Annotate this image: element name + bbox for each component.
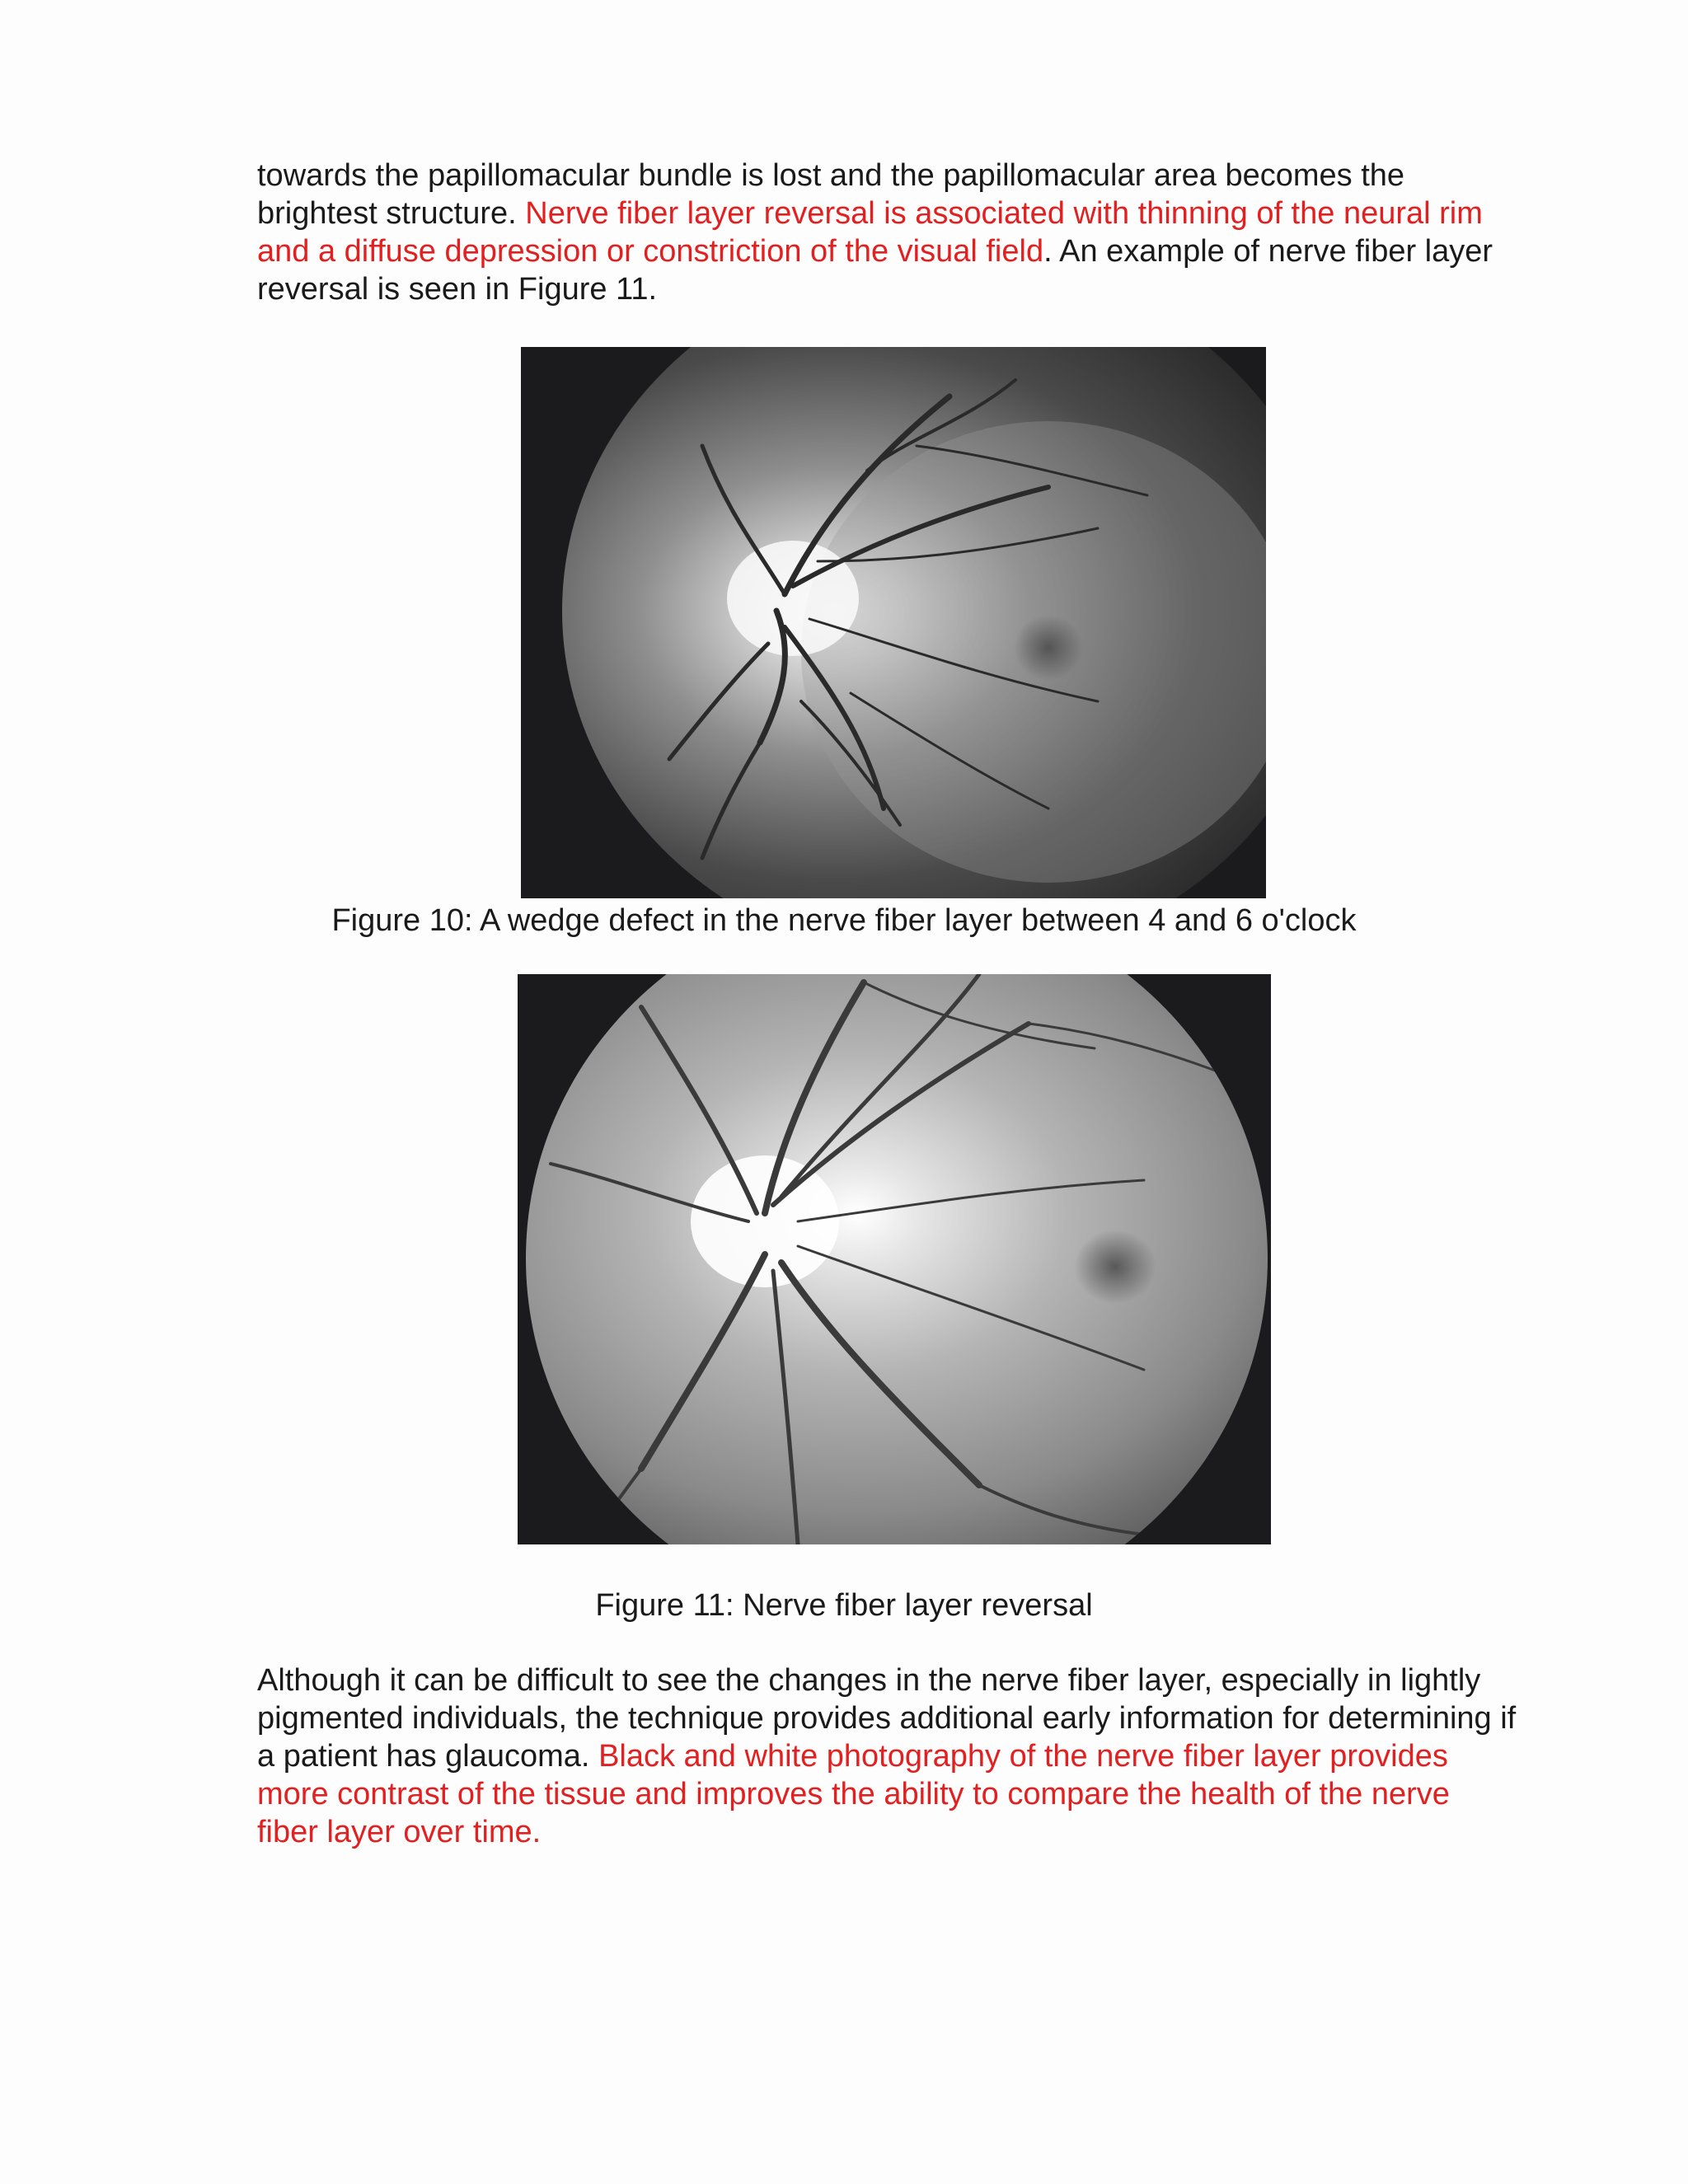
figure-10-caption: Figure 10: A wedge defect in the nerve fiber layer between 4 and 6 o'clock <box>331 903 1357 938</box>
fundus-image-wedge-defect <box>521 347 1266 898</box>
figure-11-caption: Figure 11: Nerve fiber layer reversal <box>595 1588 1093 1623</box>
paragraph-text: . An example of nerve fiber layer reversal is seen in Figure 11. <box>257 234 1493 307</box>
paragraph-text: towards the papillomacular bundle is lost and the papillomacular area becomes the brightest structure. <box>257 158 1405 231</box>
body-paragraph-bottom <box>257 1661 1518 1851</box>
fundus-image-nfl-reversal <box>518 974 1271 1544</box>
body-paragraph-top <box>257 157 1518 308</box>
highlighted-text: Black and white photography of the nerve fiber layer provides more contrast of the tissue and improves the ability to compare the health of the nerve fiber layer over time. <box>257 1739 1450 1849</box>
figure-11-fundus-photo <box>518 974 1271 1544</box>
highlighted-text: Nerve fiber layer reversal is associated with thinning of the neural rim and a diffuse depression or constriction of the visual field <box>257 196 1483 269</box>
paragraph-text: Although it can be difficult to see the changes in the nerve fiber layer, especially in lightly pigmented individuals, the technique provides additional early information for determining if a patient has glaucoma. <box>257 1663 1517 1774</box>
figure-10-fundus-photo <box>521 347 1266 898</box>
